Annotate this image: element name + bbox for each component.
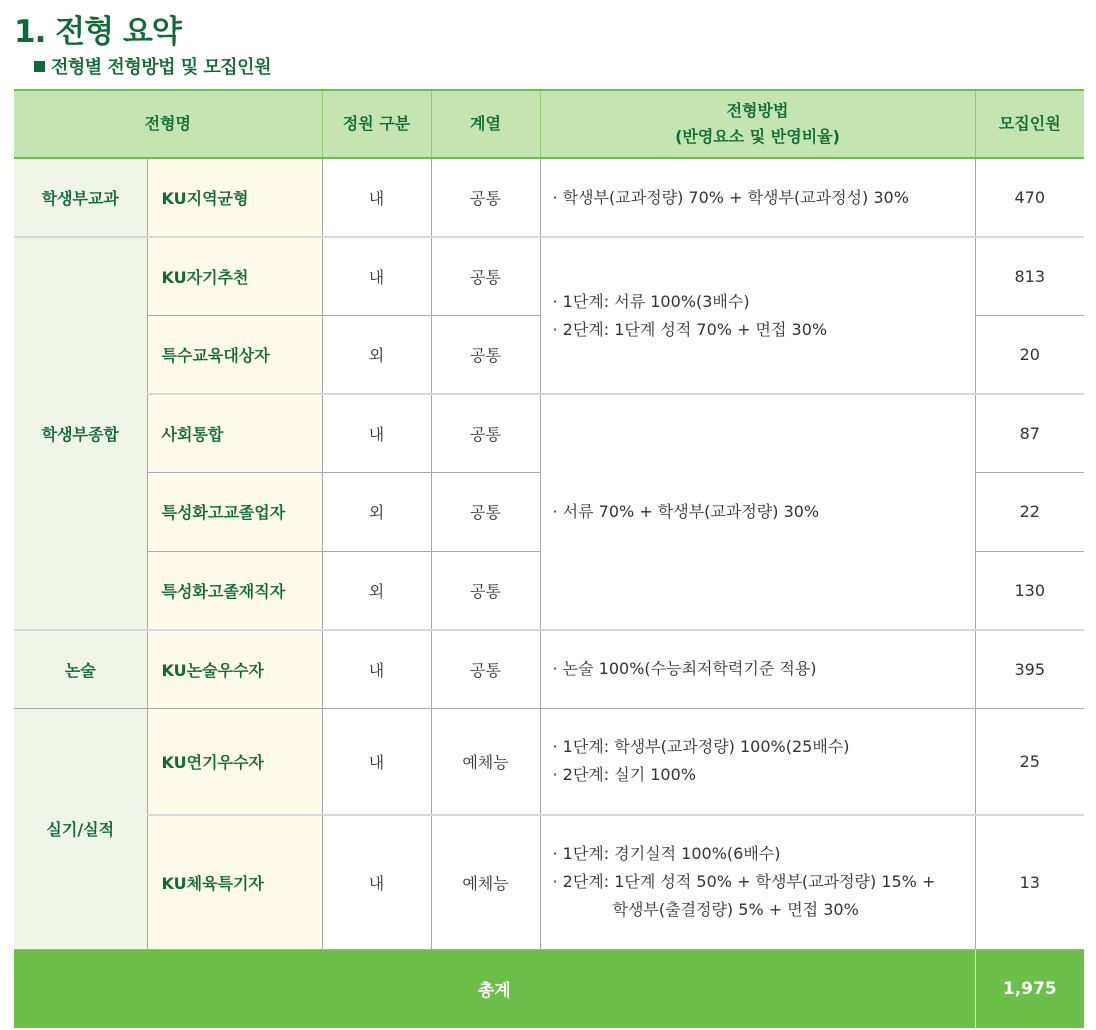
count: 22 (975, 472, 1084, 551)
count: 470 (975, 158, 1084, 237)
admission-name: KU연기우수자 (147, 708, 322, 815)
header-name: 전형명 (14, 90, 322, 158)
admission-name: KU자기추천 (147, 237, 322, 315)
section-subtitle (34, 53, 271, 79)
method-cell (540, 708, 975, 815)
count: 25 (975, 708, 1084, 815)
total-label: 총계 (14, 949, 975, 1028)
quota-type: 외 (322, 551, 431, 630)
table-row (14, 630, 1084, 708)
table-row (14, 708, 1084, 815)
count: 130 (975, 551, 1084, 630)
track: 공통 (431, 158, 540, 237)
header-quota-type: 정원 구분 (322, 90, 431, 158)
admission-name: KU지역균형 (147, 158, 322, 237)
quota-type: 내 (322, 394, 431, 472)
quota-type: 내 (322, 158, 431, 237)
method-cell: · 서류 70% + 학생부(교과정량) 30% (540, 394, 975, 630)
track: 공통 (431, 315, 540, 394)
count: 87 (975, 394, 1084, 472)
method-cell: · 학생부(교과정량) 70% + 학생부(교과정성) 30% (540, 158, 975, 237)
count: 813 (975, 237, 1084, 315)
category-cell: 학생부교과 (14, 158, 147, 237)
quota-type: 내 (322, 237, 431, 315)
square-bullet-icon (34, 61, 45, 72)
method-cell (540, 815, 975, 949)
table-header-row (14, 90, 1084, 158)
quota-type: 내 (322, 708, 431, 815)
track: 공통 (431, 472, 540, 551)
count: 395 (975, 630, 1084, 708)
table-row (14, 158, 1084, 237)
method-line: · 2단계: 실기 100% (552, 765, 696, 785)
quota-type: 외 (322, 472, 431, 551)
method-line: · 1단계: 서류 100%(3배수) (552, 291, 750, 311)
admission-name: 특성화고교졸업자 (147, 472, 322, 551)
total-value: 1,975 (975, 949, 1084, 1028)
method-line: · 1단계: 학생부(교과정량) 100%(25배수) (552, 737, 850, 757)
method-line: 학생부(출결정량) 5% + 면접 30% (612, 900, 859, 920)
category-cell: 논술 (14, 630, 147, 708)
method-cell (540, 237, 975, 394)
track: 공통 (431, 394, 540, 472)
page-title: 1. 전형 요약 (14, 14, 181, 50)
table-row (14, 815, 1084, 949)
track: 예체능 (431, 708, 540, 815)
header-count: 모집인원 (975, 90, 1084, 158)
category-cell: 학생부종합 (14, 237, 147, 630)
quota-type: 외 (322, 315, 431, 394)
header-method (540, 90, 975, 158)
header-method-line2: (반영요소 및 반영비율) (675, 127, 840, 146)
admission-name: KU체육특기자 (147, 815, 322, 949)
track: 예체능 (431, 815, 540, 949)
count: 13 (975, 815, 1084, 949)
category-cell: 실기/실적 (14, 708, 147, 949)
method-line: · 1단계: 경기실적 100%(6배수) (552, 844, 781, 864)
track: 공통 (431, 237, 540, 315)
total-row (14, 949, 1084, 1028)
admission-summary-table (14, 89, 1084, 1028)
admission-name: 사회통합 (147, 394, 322, 472)
quota-type: 내 (322, 630, 431, 708)
method-cell: · 논술 100%(수능최저학력기준 적용) (540, 630, 975, 708)
count: 20 (975, 315, 1084, 394)
method-line: · 2단계: 1단계 성적 70% + 면접 30% (552, 319, 828, 339)
admission-name: 특수교육대상자 (147, 315, 322, 394)
quota-type: 내 (322, 815, 431, 949)
table-row (14, 394, 1084, 472)
header-method-line1: 전형방법 (726, 101, 789, 121)
admission-name: 특성화고졸재직자 (147, 551, 322, 630)
admission-name: KU논술우수자 (147, 630, 322, 708)
section-subtitle-text: 전형별 전형방법 및 모집인원 (51, 57, 271, 78)
method-line: · 2단계: 1단계 성적 50% + 학생부(교과정량) 15% + (552, 872, 936, 892)
track: 공통 (431, 630, 540, 708)
header-track: 계열 (431, 90, 540, 158)
table-row (14, 237, 1084, 315)
track: 공통 (431, 551, 540, 630)
